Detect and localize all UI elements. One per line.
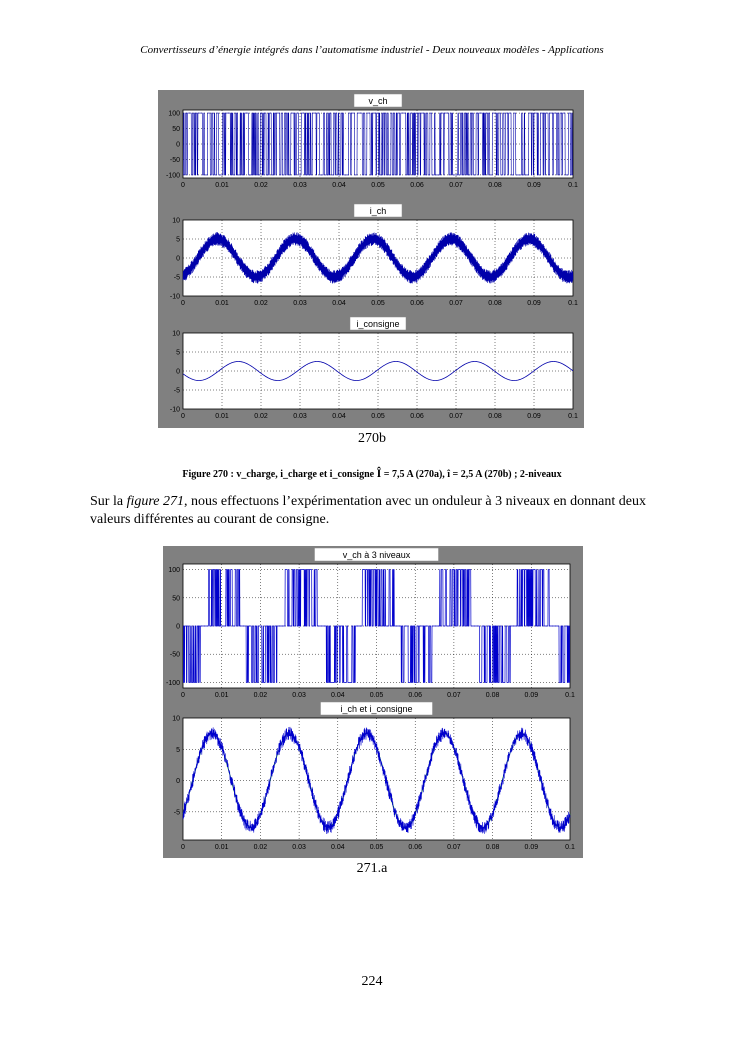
x-tick-label: 0.04	[330, 844, 345, 851]
x-tick-label: 0.06	[410, 182, 424, 189]
y-tick-label: 0	[176, 368, 180, 376]
x-tick-label: 0.05	[369, 692, 384, 699]
x-tick-label: 0.09	[527, 413, 541, 420]
y-tick-label: -5	[173, 274, 180, 282]
x-tick-label: 0.06	[410, 413, 424, 420]
y-tick-label: -50	[169, 156, 180, 164]
x-tick-label: 0.02	[253, 692, 268, 699]
x-tick-label: 0.05	[371, 182, 385, 189]
x-tick-label: 0	[181, 182, 185, 189]
x-tick-label: 0.06	[408, 692, 423, 699]
caption-suffix: = 7,5 A (270a), î = 2,5 A (270b) ; 2-niveaux	[381, 469, 562, 480]
y-tick-label: 50	[172, 126, 180, 134]
x-tick-label: 0.1	[565, 844, 575, 851]
x-tick-label: 0.07	[447, 844, 461, 851]
para-after: , nous effectuons l’expérimentation avec un onduleur à 3 niveaux en donnant deux valeurs différentes au courant de consigne.	[90, 494, 646, 527]
x-tick-label: 0	[181, 692, 185, 699]
plot-title: i_consigne	[356, 319, 400, 329]
x-tick-label: 0.05	[371, 413, 385, 420]
y-tick-label: -100	[165, 172, 180, 180]
y-tick-label: -10	[169, 406, 180, 414]
x-tick-label: 0.04	[332, 182, 346, 189]
y-tick-label: -5	[173, 387, 180, 395]
para-before: Sur la	[90, 494, 127, 509]
x-tick-label: 0.1	[568, 182, 578, 189]
x-tick-label: 0.07	[449, 182, 463, 189]
x-tick-label: 0.01	[215, 413, 229, 420]
x-tick-label: 0.02	[254, 413, 268, 420]
x-tick-label: 0.09	[527, 300, 541, 307]
running-header: Convertisseurs d’énergie intégrés dans l’automatisme industriel - Deux nouveaux modèles - Applications	[140, 44, 604, 56]
x-tick-label: 0.1	[568, 300, 578, 307]
x-tick-label: 0	[181, 300, 185, 307]
y-tick-label: 0	[176, 623, 180, 631]
figure-caption	[0, 466, 744, 481]
x-tick-label: 0.03	[293, 413, 307, 420]
x-tick-label: 0.09	[527, 182, 541, 189]
y-tick-label: -5	[173, 809, 180, 817]
x-tick-label: 0.1	[568, 413, 578, 420]
x-tick-label: 0.04	[332, 300, 346, 307]
x-tick-label: 0.03	[292, 844, 306, 851]
figure-271a-label: 271.a	[356, 861, 388, 876]
x-tick-label: 0.04	[332, 413, 346, 420]
y-tick-label: 100	[168, 567, 180, 575]
body-paragraph	[90, 493, 665, 529]
x-tick-label: 0.02	[253, 844, 268, 851]
x-tick-label: 0.05	[369, 844, 384, 851]
y-tick-label: -10	[169, 293, 180, 301]
x-tick-label: 0.09	[524, 844, 539, 851]
x-tick-label: 0.04	[330, 692, 345, 699]
figure-271a	[163, 546, 583, 858]
x-tick-label: 0.01	[215, 300, 229, 307]
x-tick-label: 0.08	[488, 300, 502, 307]
y-tick-label: -50	[169, 651, 180, 659]
y-tick-label: 0	[176, 141, 180, 149]
x-tick-label: 0.07	[447, 692, 461, 699]
x-tick-label: 0.09	[524, 692, 539, 699]
caption-prefix: Figure 270 : v_charge, i_charge et i_consigne	[182, 469, 377, 480]
x-tick-label: 0.07	[449, 300, 463, 307]
caption-symbol: Î	[376, 466, 382, 480]
x-tick-label: 0.08	[485, 844, 500, 851]
y-tick-label: 0	[176, 778, 180, 786]
x-tick-label: 0.02	[254, 300, 268, 307]
x-tick-label: 0.06	[410, 300, 424, 307]
x-tick-label: 0.07	[449, 413, 463, 420]
x-tick-label: 0.05	[371, 300, 385, 307]
x-tick-label: 0.1	[565, 692, 575, 699]
x-tick-label: 0	[181, 413, 185, 420]
figure-270b-label: 270b	[358, 431, 386, 446]
x-tick-label: 0.03	[293, 300, 307, 307]
y-tick-label: 10	[172, 330, 180, 338]
para-figure-ref: figure 271	[126, 494, 184, 509]
x-tick-label: 0.08	[485, 692, 500, 699]
y-tick-label: 5	[176, 746, 180, 754]
x-tick-label: 0.01	[215, 182, 229, 189]
y-tick-label: 5	[176, 236, 180, 244]
plot-title: i_ch	[369, 206, 387, 216]
plot-title: v_ch	[368, 96, 388, 106]
x-tick-label: 0.06	[408, 844, 423, 851]
y-tick-label: 5	[176, 349, 180, 357]
y-tick-label: 10	[172, 217, 180, 225]
x-tick-label: 0.08	[488, 182, 502, 189]
x-tick-label: 0	[181, 844, 185, 851]
x-tick-label: 0.03	[293, 182, 307, 189]
page-number: 224	[361, 974, 383, 989]
x-tick-label: 0.02	[254, 182, 268, 189]
y-tick-label: -100	[165, 679, 180, 687]
y-tick-label: 100	[168, 110, 180, 118]
figure-270b	[158, 90, 584, 428]
y-tick-label: 50	[172, 595, 180, 603]
plot-title: v_ch à 3 niveaux	[342, 550, 411, 560]
x-tick-label: 0.01	[214, 844, 229, 851]
plot-title: i_ch et i_consigne	[340, 704, 413, 714]
x-tick-label: 0.08	[488, 413, 502, 420]
y-tick-label: 0	[176, 255, 180, 263]
x-tick-label: 0.01	[214, 692, 229, 699]
x-tick-label: 0.03	[292, 692, 306, 699]
y-tick-label: 10	[172, 715, 180, 723]
